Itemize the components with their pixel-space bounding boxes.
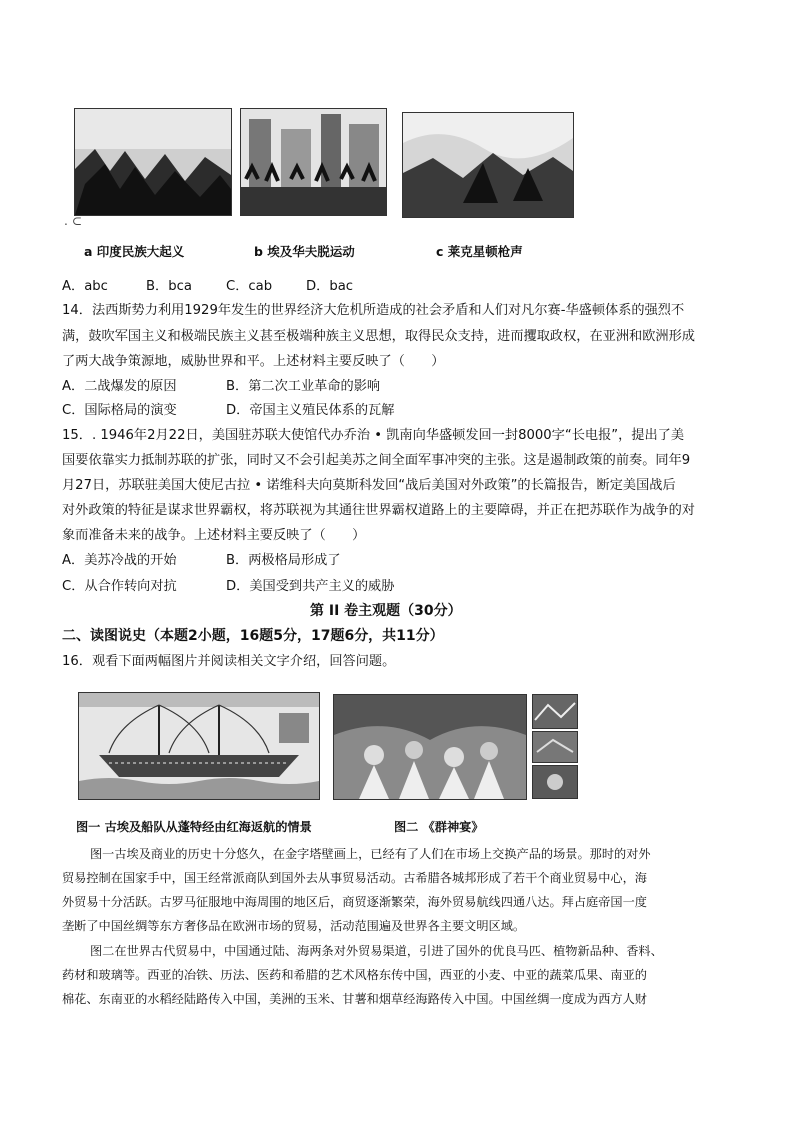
figure-feast-detail-1: [532, 694, 578, 729]
caption-b: b 埃及华夫脱运动: [254, 244, 355, 259]
q14-line-1: 14．法西斯势力利用1929年发生的世界经济大危机所造成的社会矛盾和人们对凡尔赛-华盛顿体系的强烈不: [62, 303, 685, 318]
para2-line-1: 图二在世界古代贸易中，中国通过陆、海两条对外贸易渠道，引进了国外的优良马匹、植物新品种、香料、: [90, 944, 663, 958]
caption-c: c 莱克星顿枪声: [436, 244, 523, 259]
q13-option-a: A．abc: [62, 279, 108, 294]
q15-option-a: A．美苏冷战的开始: [62, 553, 177, 568]
q13-option-d: D．bac: [306, 279, 354, 294]
scan-mark: . ⊂: [64, 214, 82, 228]
q15-line-4: 对外政策的特征是谋求世界霸权，将苏联视为其通往世界霸权道路上的主要障碍，并正在把苏联作为战争的对: [62, 503, 695, 518]
figure-egyptian-ship: [78, 692, 320, 800]
caption-a: a 印度民族大起义: [84, 244, 185, 259]
para1-line-1: 图一古埃及商业的历史十分悠久，在金字塔壁画上，已经有了人们在市场上交换产品的场景。那时的对外: [90, 847, 651, 861]
image-lexington-gunshot: [402, 112, 574, 218]
q14-option-d: D．帝国主义殖民体系的瓦解: [226, 403, 395, 418]
q15-line-2: 国要依靠实力抵制苏联的扩张，同时又不会引起美苏之间全面军事冲突的主张。这是遏制政策的前奏。同年9: [62, 453, 691, 468]
para1-line-3: 外贸易十分活跃。古罗马征服地中海周围的地区后，商贸逐渐繁荣，海外贸易航线四通八达。拜占庭帝国一度: [62, 895, 647, 909]
para1-line-4: 垄断了中国丝绸等东方奢侈品在欧洲市场的贸易，活动范围遍及世界各主要文明区域。: [62, 919, 526, 933]
q13-option-b: B．bca: [146, 279, 192, 294]
q15-option-b: B．两极格局形成了: [226, 553, 341, 568]
section-title: 第 II 卷主观题（30分）: [310, 603, 462, 619]
figure-2-caption: 图二 《群神宴》: [394, 820, 484, 834]
image-egypt-wafd-movement: [240, 108, 387, 216]
q14-option-a: A．二战爆发的原因: [62, 379, 177, 394]
figure-feast-of-gods: [333, 694, 527, 800]
para2-line-2: 药材和玻璃等。西亚的冶铁、历法、医药和希腊的艺术风格东传中国，西亚的小麦、中亚的蔬菜瓜果、南亚的: [62, 968, 647, 982]
q15-option-c: C．从合作转向对抗: [62, 579, 177, 594]
figure-1-caption: 图一 古埃及船队从蓬特经由红海返航的情景: [76, 820, 312, 834]
q14-line-3: 了两大战争策源地，威胁世界和平。上述材料主要反映了（ ）: [62, 354, 445, 369]
q15-line-1: 15．. 1946年2月22日，美国驻苏联大使馆代办乔治 • 凯南向华盛顿发回一封8000字“长电报”，提出了美: [62, 428, 685, 443]
section-heading: 二、读图说史（本题2小题，16题5分，17题6分，共11分）: [62, 628, 444, 644]
figure-feast-detail-3: [532, 765, 578, 799]
q16-prompt: 16．观看下面两幅图片并阅读相关文字介绍，回答问题。: [62, 654, 396, 669]
q15-line-3: 月27日，苏联驻美国大使尼古拉 • 诺维科夫向莫斯科发回“战后美国对外政策”的长篇报告，断定美国战后: [62, 478, 676, 493]
q15-option-d: D．美国受到共产主义的威胁: [226, 579, 395, 594]
figure-feast-detail-2: [532, 731, 578, 763]
q14-option-b: B．第二次工业革命的影响: [226, 379, 381, 394]
q13-option-c: C．cab: [226, 279, 273, 294]
q14-line-2: 满，鼓吹军国主义和极端民族主义甚至极端种族主义思想，取得民众支持，进而攫取政权，在亚洲和欧洲形成: [62, 329, 695, 344]
q14-option-c: C．国际格局的演变: [62, 403, 177, 418]
q15-line-5: 象而准备未来的战争。上述材料主要反映了（ ）: [62, 528, 366, 543]
para1-line-2: 贸易控制在国家手中，国王经常派商队到国外去从事贸易活动。古希腊各城邦形成了若干个商业贸易中心，海: [62, 871, 647, 885]
para2-line-3: 棉花、东南亚的水稻经陆路传入中国，美洲的玉米、甘薯和烟草经海路传入中国。中国丝绸一度成为西方人财: [62, 992, 647, 1006]
image-indian-uprising: [74, 108, 232, 216]
